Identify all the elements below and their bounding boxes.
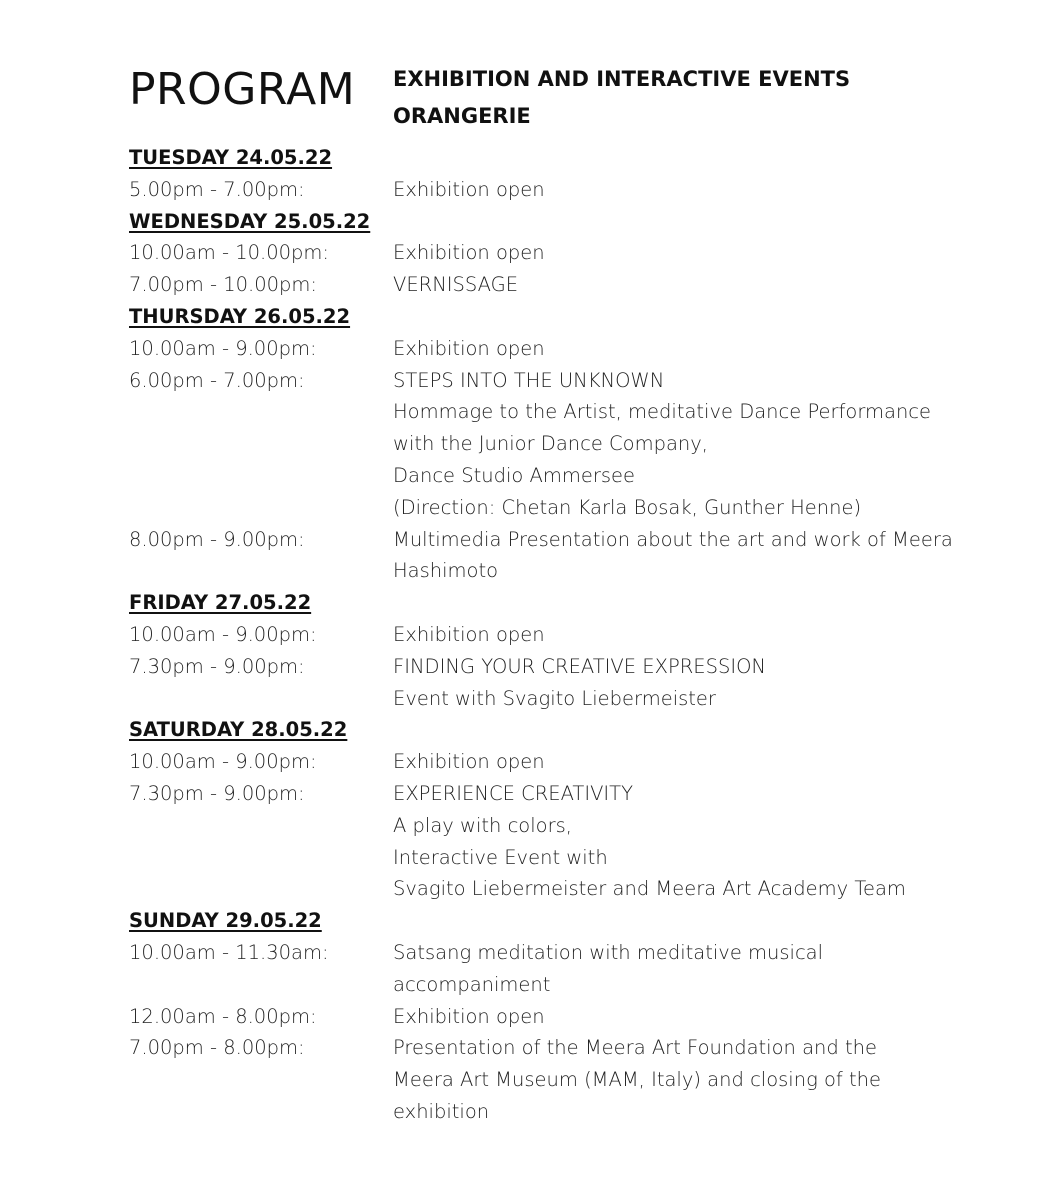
- day-heading-saturday: SATURDAY 28.05.22: [129, 718, 348, 742]
- event-row: [129, 1001, 989, 1033]
- event-time: 7.30pm - 9.00pm:: [129, 781, 305, 805]
- event-time: 10.00am - 10.00pm:: [129, 241, 329, 265]
- event-description: STEPS INTO THE UNKNOWN Hommage to the Artist, meditative Dance Performance with the Junior Dance Company, Dance Studio Ammersee (Direction: Chetan Karla Bosak, Gunther Henne): [393, 368, 932, 519]
- program-header: [129, 62, 989, 142]
- event-time: 10.00am - 11.30am:: [129, 940, 329, 964]
- subtitle-line-1: EXHIBITION AND INTERACTIVE EVENTS: [393, 67, 851, 91]
- event-description: FINDING YOUR CREATIVE EXPRESSION Event with Svagito Liebermeister: [393, 654, 767, 710]
- event-description: Exhibition open: [393, 1004, 545, 1028]
- event-time: 12.00am - 8.00pm:: [129, 1004, 317, 1028]
- event-row: [129, 269, 989, 301]
- day-heading-friday: FRIDAY 27.05.22: [129, 591, 312, 615]
- event-time: 10.00am - 9.00pm:: [129, 750, 317, 774]
- day-heading-tuesday: TUESDAY 24.05.22: [129, 146, 333, 169]
- event-description: Exhibition open: [393, 177, 545, 201]
- event-time: 8.00pm - 9.00pm:: [129, 527, 305, 551]
- event-row: [129, 333, 989, 365]
- page-title: PROGRAM: [129, 64, 356, 115]
- event-description: Presentation of the Meera Art Foundation and the Meera Art Museum (MAM, Italy) and closing of the exhibition: [393, 1036, 881, 1123]
- event-description: Exhibition open: [393, 750, 545, 774]
- event-row: [129, 365, 989, 524]
- subtitle-line-2: ORANGERIE: [393, 104, 531, 128]
- event-description: Exhibition open: [393, 622, 545, 646]
- event-row: [129, 1032, 989, 1127]
- event-description: Exhibition open: [393, 336, 545, 360]
- day-heading-sunday: SUNDAY 29.05.22: [129, 909, 322, 933]
- event-row: [129, 174, 989, 206]
- day-heading-thursday: THURSDAY 26.05.22: [129, 304, 351, 328]
- program-page: [129, 62, 989, 1128]
- event-time: 7.30pm - 9.00pm:: [129, 654, 305, 678]
- event-row: [129, 778, 989, 905]
- event-time: 10.00am - 9.00pm:: [129, 336, 317, 360]
- event-row: [129, 937, 989, 1001]
- day-heading-wednesday: WEDNESDAY 25.05.22: [129, 209, 371, 233]
- event-time: 7.00pm - 10.00pm:: [129, 273, 317, 297]
- event-time: 5.00pm - 7.00pm:: [129, 177, 305, 201]
- event-time: 6.00pm - 7.00pm:: [129, 368, 305, 392]
- event-time: 10.00am - 9.00pm:: [129, 622, 317, 646]
- event-row: [129, 651, 989, 715]
- event-description: Multimedia Presentation about the art and work of Meera Hashimoto: [393, 527, 953, 583]
- event-description: VERNISSAGE: [393, 273, 519, 297]
- event-row: [129, 237, 989, 269]
- page-subtitle: [393, 61, 850, 135]
- event-row: [129, 619, 989, 651]
- event-description: EXPERIENCE CREATIVITY A play with colors, Interactive Event with Svagito Liebermeister and Meera Art Academy Team: [393, 781, 906, 901]
- event-row: [129, 746, 989, 778]
- event-row: [129, 524, 989, 588]
- event-description: Exhibition open: [393, 241, 545, 265]
- event-time: 7.00pm - 8.00pm:: [129, 1036, 305, 1060]
- event-description: Satsang meditation with meditative musical accompaniment: [393, 940, 824, 996]
